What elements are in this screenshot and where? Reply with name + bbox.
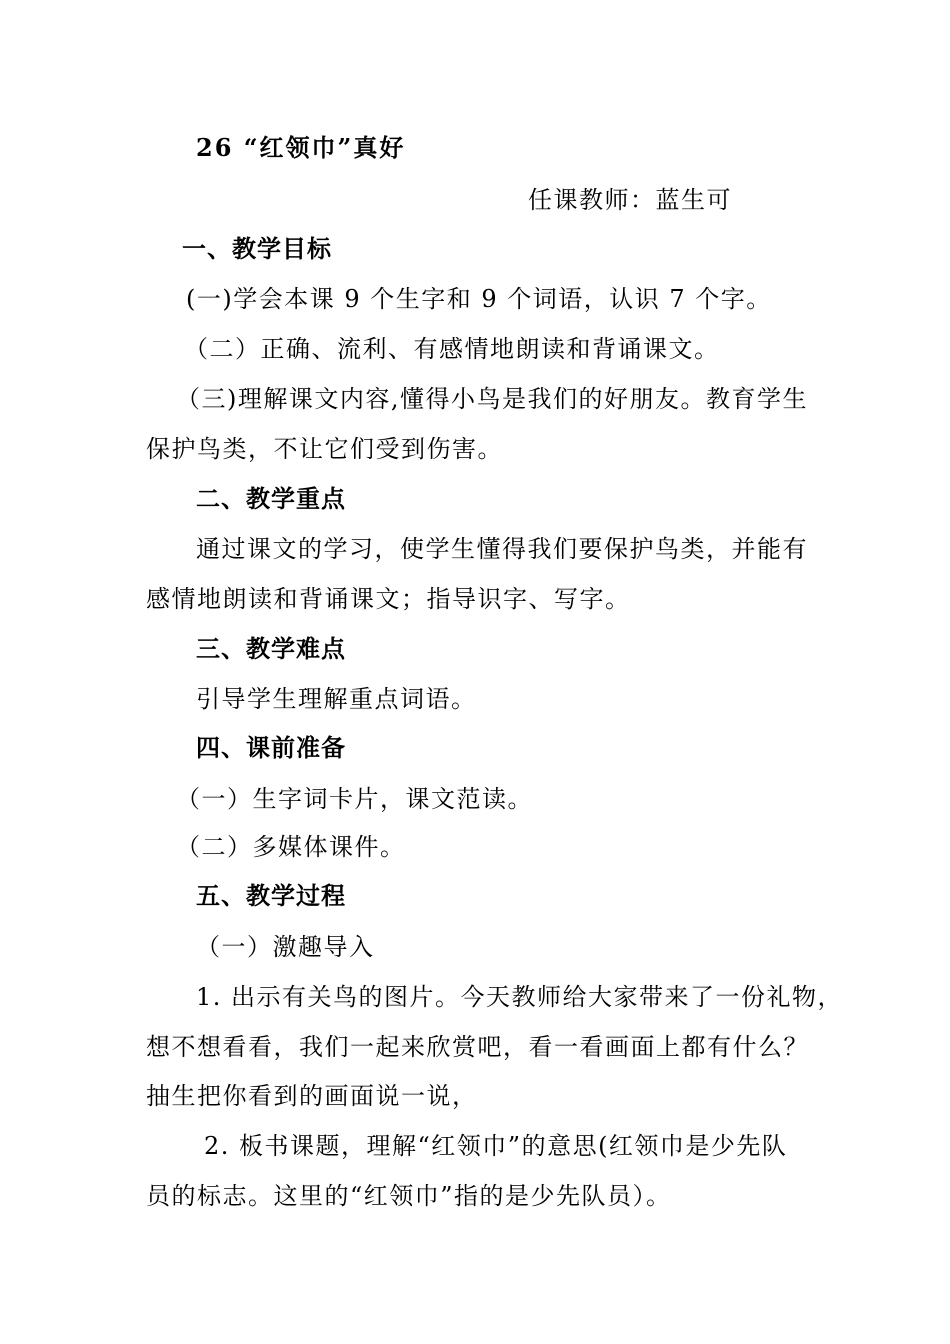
- section-heading-objectives: 一、教学目标: [182, 235, 332, 263]
- section-heading-key-points: 二、教学重点: [196, 485, 346, 513]
- difficulties-line-1: 引导学生理解重点词语。: [196, 685, 477, 713]
- section-heading-process: 五、教学过程: [196, 882, 346, 910]
- process-line-5: 2. 板书课题，理解“红领巾”的意思(红领巾是少先队: [204, 1132, 788, 1160]
- process-line-3: 想不想看看，我们一起来欣赏吧，看一看画面上都有什么？: [146, 1033, 809, 1061]
- preparation-line-2: （二）多媒体课件。: [176, 833, 406, 861]
- objective-line-3: （三)理解课文内容,懂得小鸟是我们的好朋友。教育学生: [176, 385, 808, 413]
- objective-line-4: 保护鸟类，不让它们受到伤害。: [146, 435, 503, 463]
- section-heading-preparation: 四、课前准备: [196, 734, 346, 762]
- section-heading-difficulties: 三、教学难点: [196, 635, 346, 663]
- objective-line-2: （二）正确、流利、有感情地朗读和背诵课文。: [184, 335, 720, 363]
- process-line-6: 员的标志。这里的“红领巾”指的是少先队员）。: [146, 1182, 672, 1210]
- key-points-line-2: 感情地朗读和背诵课文；指导识字、写字。: [146, 585, 631, 613]
- objective-line-1: (一)学会本课 9 个生字和 9 个词语，认识 7 个字。: [186, 285, 772, 313]
- process-line-4: 抽生把你看到的画面说一说，: [146, 1082, 478, 1110]
- process-line-1: （一）激趣导入: [196, 933, 375, 961]
- lesson-title: 26 “红领巾”真好: [196, 133, 406, 162]
- process-line-2: 1. 出示有关鸟的图片。今天教师给大家带来了一份礼物，: [196, 983, 844, 1011]
- preparation-line-1: （一）生字词卡片，课文范读。: [176, 785, 533, 813]
- key-points-line-1: 通过课文的学习，使学生懂得我们要保护鸟类，并能有: [196, 535, 808, 563]
- teacher-name: 任课教师：蓝生可: [528, 186, 732, 214]
